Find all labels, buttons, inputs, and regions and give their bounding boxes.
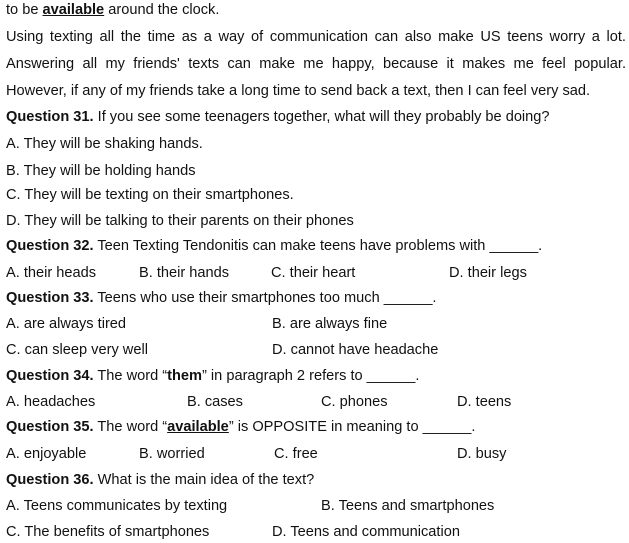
question-36-option-b[interactable]: B. Teens and smartphones bbox=[321, 498, 495, 514]
question-36-options-row-2 bbox=[0, 524, 629, 542]
question-31-option-b[interactable]: B. They will be holding hands bbox=[6, 163, 196, 179]
question-36-option-c[interactable]: C. The benefits of smartphones bbox=[6, 524, 210, 540]
question-35-prompt bbox=[6, 419, 625, 436]
question-32-option-b[interactable]: B. their hands bbox=[139, 265, 230, 281]
passage-line-1-pre: to be bbox=[6, 2, 43, 18]
question-35-option-a[interactable]: A. enjoyable bbox=[6, 446, 87, 462]
question-35-options-row bbox=[0, 446, 629, 464]
question-34-text-post: ” in paragraph 2 refers to ______. bbox=[202, 368, 420, 384]
question-32-text: Teen Texting Tendonitis can make teens have problems with ______. bbox=[93, 238, 543, 254]
question-31-number: Question 31. bbox=[6, 109, 94, 125]
question-32-option-d[interactable]: D. their legs bbox=[449, 265, 527, 281]
question-32-option-c[interactable]: C. their heart bbox=[271, 265, 356, 281]
question-34-prompt bbox=[6, 368, 625, 385]
question-33-option-b[interactable]: B. are always fine bbox=[272, 316, 388, 332]
question-34-option-a[interactable]: A. headaches bbox=[6, 394, 96, 410]
question-34-options-row bbox=[0, 394, 629, 412]
passage-line-1 bbox=[6, 2, 625, 19]
question-34-option-d[interactable]: D. teens bbox=[457, 394, 512, 410]
question-34-option-c[interactable]: C. phones bbox=[321, 394, 388, 410]
question-35-emphasis: available bbox=[167, 419, 229, 435]
passage-line-3: Answering all my friends' texts can make me happy, because it makes me feel popular. bbox=[6, 56, 626, 72]
question-33-text: Teens who use their smartphones too much ______. bbox=[93, 290, 437, 306]
question-36-option-a[interactable]: A. Teens communicates by texting bbox=[6, 498, 228, 514]
question-33-number: Question 33. bbox=[6, 290, 94, 306]
question-35-option-c[interactable]: C. free bbox=[274, 446, 318, 462]
passage-line-4: However, if any of my friends take a long time to send back a text, then I can feel very sad. bbox=[6, 83, 591, 99]
question-34-emphasis: them bbox=[167, 368, 203, 384]
question-31-option-d[interactable]: D. They will be talking to their parents on their phones bbox=[6, 213, 354, 229]
question-35-option-b[interactable]: B. worried bbox=[139, 446, 205, 462]
question-35-option-d[interactable]: D. busy bbox=[457, 446, 507, 462]
question-33-options-row-1 bbox=[0, 316, 629, 334]
question-35-text-post: ” is OPPOSITE in meaning to ______. bbox=[228, 419, 476, 435]
question-32-option-a[interactable]: A. their heads bbox=[6, 265, 97, 281]
question-33-options-row-2 bbox=[0, 342, 629, 360]
question-32-prompt bbox=[6, 238, 625, 255]
passage-line-1-emphasis: available bbox=[42, 2, 105, 18]
question-31-prompt bbox=[6, 109, 625, 126]
question-31-text: If you see some teenagers together, what will they probably be doing? bbox=[93, 109, 550, 125]
question-33-option-a[interactable]: A. are always tired bbox=[6, 316, 127, 332]
question-31-option-a[interactable]: A. They will be shaking hands. bbox=[6, 136, 203, 152]
question-36-option-d[interactable]: D. Teens and communication bbox=[272, 524, 460, 540]
question-35-text-pre: The word “ bbox=[93, 419, 168, 435]
question-33-prompt bbox=[6, 290, 625, 307]
question-32-number: Question 32. bbox=[6, 238, 94, 254]
passage-line-1-post: around the clock. bbox=[104, 2, 220, 18]
question-35-number: Question 35. bbox=[6, 419, 94, 435]
question-31-options-row-a bbox=[0, 136, 629, 154]
question-32-options-row bbox=[0, 265, 629, 283]
question-33-option-c[interactable]: C. can sleep very well bbox=[6, 342, 148, 358]
question-36-prompt bbox=[6, 472, 625, 489]
question-36-number: Question 36. bbox=[6, 472, 94, 488]
question-33-option-d[interactable]: D. cannot have headache bbox=[272, 342, 439, 358]
question-31-options-row-b bbox=[0, 163, 629, 181]
question-31-options-row-d bbox=[0, 213, 629, 231]
question-31-option-c[interactable]: C. They will be texting on their smartphones. bbox=[6, 187, 294, 203]
question-34-number: Question 34. bbox=[6, 368, 94, 384]
question-34-text-pre: The word “ bbox=[93, 368, 168, 384]
question-36-options-row-1 bbox=[0, 498, 629, 516]
question-34-option-b[interactable]: B. cases bbox=[187, 394, 243, 410]
question-31-options-row-c bbox=[0, 187, 629, 205]
question-36-text: What is the main idea of the text? bbox=[93, 472, 315, 488]
passage-line-2: Using texting all the time as a way of communication can also make US teens worry a lot. bbox=[6, 29, 626, 45]
